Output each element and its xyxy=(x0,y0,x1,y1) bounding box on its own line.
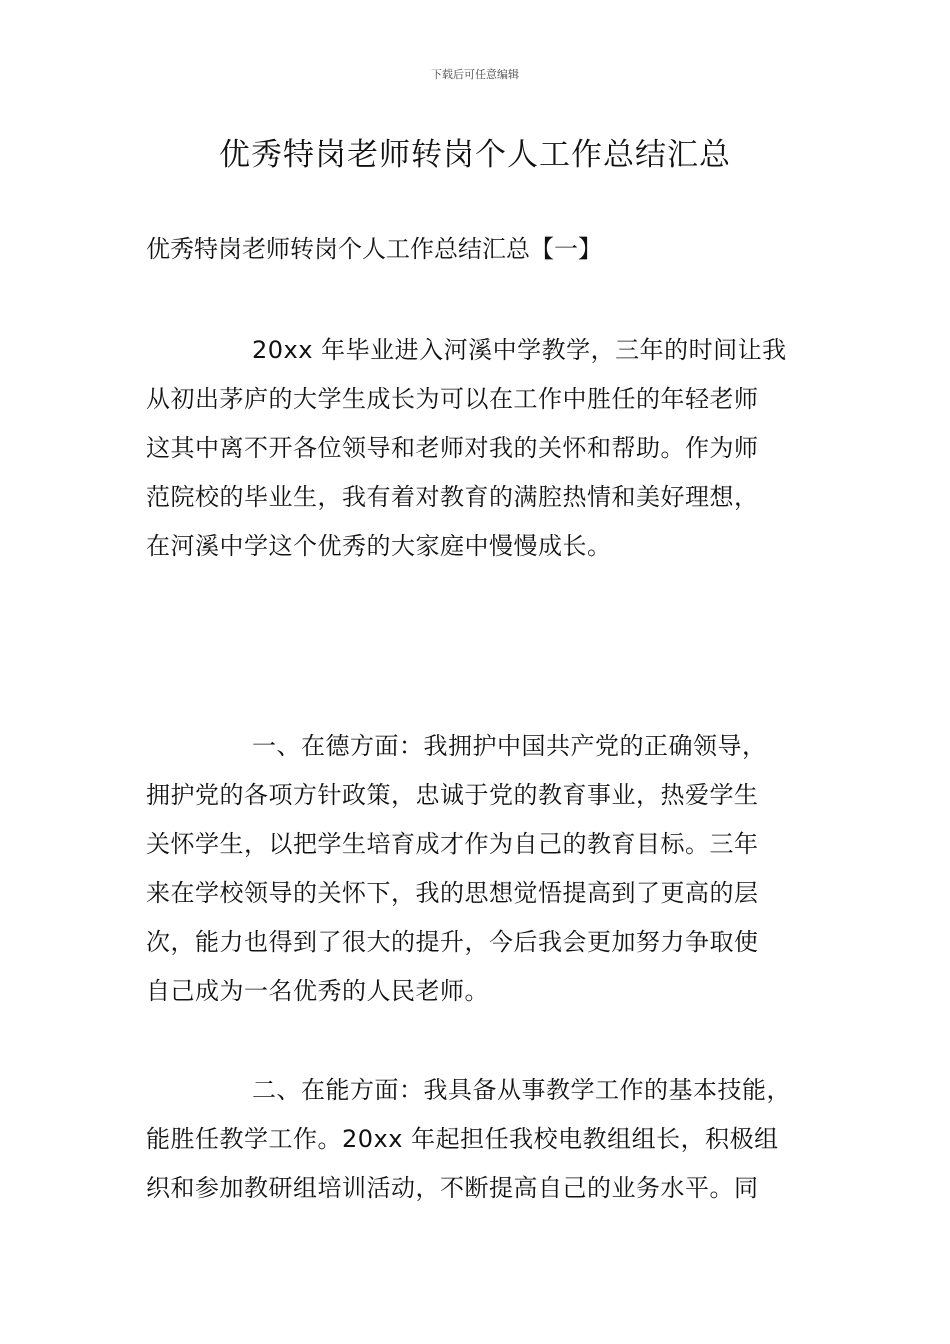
paragraph-line: 关怀学生，以把学生培育成才作为自己的教育目标。三年 xyxy=(146,830,759,858)
paragraph-line: 自己成为一名优秀的人民老师。 xyxy=(146,977,489,1005)
paragraph-line: 在河溪中学这个优秀的大家庭中慢慢成长。 xyxy=(146,532,612,560)
paragraph-line: 次，能力也得到了很大的提升，今后我会更加努力争取使 xyxy=(146,928,759,956)
header-note: 下载后可任意编辑 xyxy=(431,68,519,81)
paragraph-morality xyxy=(146,722,836,1016)
paragraph-line: 二、在能方面：我具备从事教学工作的基本技能， xyxy=(252,1076,791,1104)
paragraph-line: 范院校的毕业生，我有着对教育的满腔热情和美好理想， xyxy=(146,483,759,511)
paragraph-ability xyxy=(146,1066,836,1213)
section-heading: 优秀特岗老师转岗个人工作总结汇总【一】 xyxy=(146,235,602,263)
paragraph-line: 这其中离不开各位领导和老师对我的关怀和帮助。作为师 xyxy=(146,434,759,462)
paragraph-intro xyxy=(146,326,836,571)
paragraph-line: 20xx 年毕业进入河溪中学教学，三年的时间让我 xyxy=(252,336,787,364)
paragraph-line: 织和参加教研组培训活动，不断提高自己的业务水平。同 xyxy=(146,1174,759,1202)
paragraph-line: 能胜任教学工作。20xx 年起担任我校电教组组长，积极组 xyxy=(146,1125,779,1153)
paragraph-line: 一、在德方面：我拥护中国共产党的正确领导， xyxy=(252,732,767,760)
paragraph-line: 从初出茅庐的大学生成长为可以在工作中胜任的年轻老师 xyxy=(146,385,759,413)
paragraph-line: 来在学校领导的关怀下，我的思想觉悟提高到了更高的层 xyxy=(146,879,759,907)
document-title: 优秀特岗老师转岗个人工作总结汇总 xyxy=(219,137,731,173)
paragraph-line: 拥护党的各项方针政策，忠诚于党的教育事业，热爱学生 xyxy=(146,781,759,809)
